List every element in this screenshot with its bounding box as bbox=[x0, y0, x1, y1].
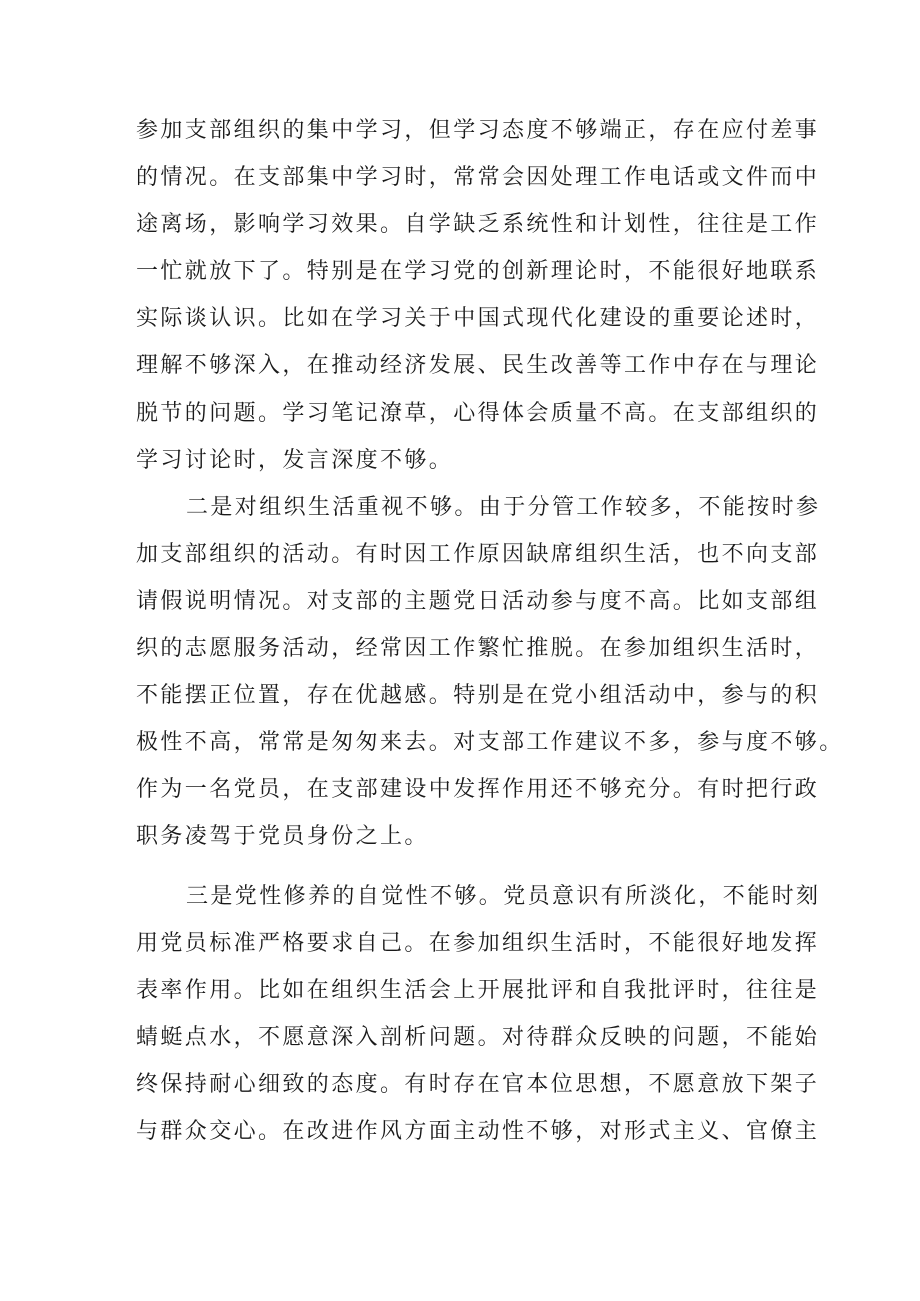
text-line: 途离场，影响学习效果。自学缺乏系统性和计划性，往往是工作 bbox=[136, 212, 820, 238]
text-line: 二是对组织生活重视不够。由于分管工作较多，不能按时参 bbox=[186, 494, 821, 520]
text-line: 极性不高，常常是匆匆来去。对支部工作建议不多，参与度不够。 bbox=[136, 730, 844, 756]
text-line: 参加支部组织的集中学习，但学习态度不够端正，存在应付差事 bbox=[136, 118, 820, 143]
paragraph-2 bbox=[136, 484, 844, 861]
text-line: 三是党性修养的自觉性不够。党员意识有所淡化，不能时刻 bbox=[186, 883, 821, 909]
text-line: 作为一名党员，在支部建设中发挥作用还不够充分。有时把行政 bbox=[136, 777, 820, 803]
text-line: 理解不够深入，在推动经济发展、民生改善等工作中存在与理论 bbox=[136, 353, 820, 379]
text-line: 终保持耐心细致的态度。有时存在官本位思想，不愿意放下架子 bbox=[136, 1071, 820, 1097]
text-line: 加支部组织的活动。有时因工作原因缺席组织生活，也不向支部 bbox=[136, 541, 820, 567]
text-line: 的情况。在支部集中学习时，常常会因处理工作电话或文件而中 bbox=[136, 165, 820, 191]
text-line: 不能摆正位置，存在优越感。特别是在党小组活动中，参与的积 bbox=[136, 683, 820, 709]
paragraph-1 bbox=[136, 107, 820, 484]
text-line: 织的志愿服务活动，经常因工作繁忙推脱。在参加组织生活时， bbox=[136, 636, 820, 662]
text-line: 表率作用。比如在组织生活会上开展批评和自我批评时，往往是 bbox=[136, 977, 820, 1003]
text-line: 请假说明情况。对支部的主题党日活动参与度不高。比如支部组 bbox=[136, 588, 820, 614]
paragraph-spacer bbox=[136, 861, 796, 873]
text-line: 蜻蜓点水，不愿意深入剖析问题。对待群众反映的问题，不能始 bbox=[136, 1024, 820, 1050]
text-line: 脱节的问题。学习笔记潦草，心得体会质量不高。在支部组织的 bbox=[136, 400, 820, 426]
text-line: 与群众交心。在改进作风方面主动性不够，对形式主义、官僚主 bbox=[136, 1118, 820, 1144]
text-line: 用党员标准严格要求自己。在参加组织生活时，不能很好地发挥 bbox=[136, 930, 820, 956]
text-line: 职务凌驾于党员身份之上。 bbox=[136, 824, 429, 850]
text-line: 一忙就放下了。特别是在学习党的创新理论时，不能很好地联系 bbox=[136, 259, 820, 285]
document-body bbox=[136, 107, 844, 1155]
paragraph-3 bbox=[136, 873, 821, 1156]
text-line: 实际谈认识。比如在学习关于中国式现代化建设的重要论述时， bbox=[136, 306, 820, 332]
text-line: 学习讨论时，发言深度不够。 bbox=[136, 447, 454, 473]
